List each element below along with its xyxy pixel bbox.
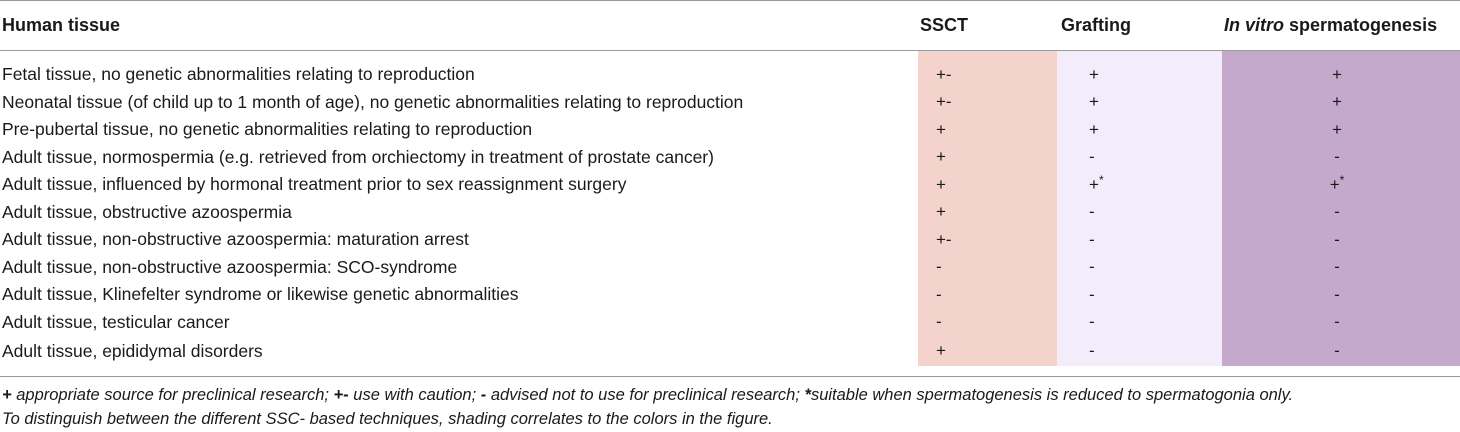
in-vitro-cell-value: - — [1334, 147, 1340, 167]
legend-symbol: * — [804, 386, 811, 404]
tissue-cell: Neonatal tissue (of child up to 1 month of age), no genetic abnormalities relating to reproduction — [2, 91, 744, 112]
legend-symbol: +- — [333, 386, 349, 404]
grafting-cell — [1057, 254, 1222, 282]
legend-text: use with caution; — [348, 386, 481, 404]
tissue-cell: Adult tissue, obstructive azoospermia — [2, 201, 292, 222]
grafting-cell — [1057, 144, 1222, 172]
tissue-cell: Pre-pubertal tissue, no genetic abnormalities relating to reproduction — [2, 119, 533, 140]
ssct-cell — [918, 309, 1057, 337]
in-vitro-cell — [1222, 226, 1460, 254]
ssct-cell — [918, 336, 1057, 366]
table-row — [0, 199, 1460, 227]
grafting-cell-value: - — [1089, 341, 1095, 360]
ssct-cell — [918, 254, 1057, 282]
grafting-cell — [1057, 89, 1222, 117]
table-row — [0, 89, 1460, 117]
ssct-cell-value: - — [936, 312, 942, 332]
in-vitro-cell — [1222, 144, 1460, 172]
ssct-cell — [918, 51, 1057, 89]
tissue-cell: Adult tissue, normospermia (e.g. retrieved from orchiectomy in treatment of prostate cancer) — [2, 146, 714, 167]
ssct-cell — [918, 281, 1057, 309]
ssct-cell-value: +- — [936, 229, 952, 249]
table-row — [0, 254, 1460, 282]
table-bottom-rule — [0, 376, 1460, 377]
in-vitro-cell — [1222, 309, 1460, 337]
table-header-row — [0, 1, 1460, 51]
header-in-vitro-italic: In vitro — [1224, 15, 1285, 35]
ssct-cell-value: +- — [936, 64, 952, 84]
tissue-cell: Adult tissue, Klinefelter syndrome or likewise genetic abnormalities — [2, 284, 519, 305]
ssct-cell-value: - — [936, 284, 942, 304]
grafting-cell-value: - — [1089, 202, 1095, 222]
footnote-shading-note: To distinguish between the different SSC- based techniques, shading correlates to the colors in the figure. — [2, 410, 773, 428]
grafting-cell — [1057, 281, 1222, 309]
in-vitro-cell-value: - — [1334, 257, 1340, 277]
grafting-cell-value: + — [1089, 174, 1099, 194]
in-vitro-cell-value: + — [1332, 119, 1342, 139]
tissue-cell: Fetal tissue, no genetic abnormalities relating to reproduction — [2, 64, 475, 85]
in-vitro-cell — [1222, 89, 1460, 117]
in-vitro-cell — [1222, 336, 1460, 366]
in-vitro-cell — [1222, 199, 1460, 227]
in-vitro-cell-value: + — [1329, 174, 1340, 194]
grafting-cell-value: + — [1089, 92, 1099, 112]
grafting-cell — [1057, 51, 1222, 89]
footnote-marker: * — [1098, 172, 1104, 187]
header-grafting: Grafting — [1057, 1, 1222, 51]
ssct-cell — [918, 226, 1057, 254]
table-row — [0, 51, 1460, 89]
footnote-legend — [2, 386, 1293, 405]
tissue-cell: Adult tissue, non-obstructive azoospermia: SCO-syndrome — [2, 256, 458, 277]
in-vitro-cell-value: - — [1334, 341, 1340, 360]
grafting-cell — [1057, 116, 1222, 144]
ssct-cell — [918, 199, 1057, 227]
grafting-cell — [1057, 309, 1222, 337]
ssct-cell-value: + — [936, 147, 946, 167]
ssct-cell-value: + — [936, 174, 946, 194]
table-row — [0, 336, 1460, 366]
in-vitro-cell-value: - — [1334, 229, 1340, 249]
legend-text: suitable when spermatogenesis is reduced to spermatogonia only. — [810, 386, 1294, 404]
footnote-marker: * — [1339, 172, 1345, 187]
grafting-cell-value: - — [1089, 147, 1095, 167]
in-vitro-cell-value: - — [1334, 312, 1340, 332]
legend-symbol: + — [2, 386, 12, 404]
header-spermatogenesis: spermatogenesis — [1284, 15, 1438, 35]
ssct-cell-value: + — [936, 341, 946, 360]
ssct-cell — [918, 116, 1057, 144]
grafting-cell — [1057, 171, 1222, 199]
ssct-cell-value: + — [936, 119, 946, 139]
table-row — [0, 309, 1460, 337]
grafting-cell-value: + — [1089, 64, 1099, 84]
ssct-cell-value: + — [936, 202, 946, 222]
grafting-cell-value: - — [1089, 257, 1095, 277]
ssct-cell-value: - — [936, 257, 942, 277]
in-vitro-cell — [1222, 51, 1460, 89]
ssct-cell — [918, 171, 1057, 199]
tissue-cell: Adult tissue, epididymal disorders — [2, 340, 263, 361]
in-vitro-cell-value: - — [1334, 202, 1340, 222]
table-row — [0, 116, 1460, 144]
table-row — [0, 144, 1460, 172]
grafting-cell-value: - — [1089, 284, 1095, 304]
tissue-cell: Adult tissue, non-obstructive azoospermia: maturation arrest — [2, 229, 469, 250]
legend-symbol: - — [480, 386, 487, 404]
tissue-cell: Adult tissue, testicular cancer — [2, 311, 230, 332]
table-row — [0, 281, 1460, 309]
tissue-cell: Adult tissue, influenced by hormonal treatment prior to sex reassignment surgery — [2, 174, 627, 195]
in-vitro-cell — [1222, 254, 1460, 282]
table-row — [0, 226, 1460, 254]
in-vitro-cell-value: + — [1332, 92, 1342, 112]
legend-text: advised not to use for preclinical research; — [486, 386, 805, 404]
ssct-cell — [918, 89, 1057, 117]
grafting-cell — [1057, 336, 1222, 366]
header-ssct: SSCT — [918, 1, 1057, 51]
ssct-cell — [918, 144, 1057, 172]
grafting-cell-value: - — [1089, 312, 1095, 332]
grafting-cell-value: + — [1089, 119, 1099, 139]
in-vitro-cell — [1222, 171, 1460, 199]
in-vitro-cell — [1222, 281, 1460, 309]
in-vitro-cell-value: + — [1332, 64, 1342, 84]
legend-text: appropriate source for preclinical research; — [11, 386, 334, 404]
grafting-cell — [1057, 226, 1222, 254]
in-vitro-cell — [1222, 116, 1460, 144]
table-row — [0, 171, 1460, 199]
grafting-cell-value: - — [1089, 229, 1095, 249]
header-human-tissue: Human tissue — [0, 1, 918, 51]
in-vitro-cell-value: - — [1334, 284, 1340, 304]
grafting-cell — [1057, 199, 1222, 227]
ssct-cell-value: +- — [936, 92, 952, 112]
header-in-vitro-spermatogenesis — [1222, 1, 1460, 51]
